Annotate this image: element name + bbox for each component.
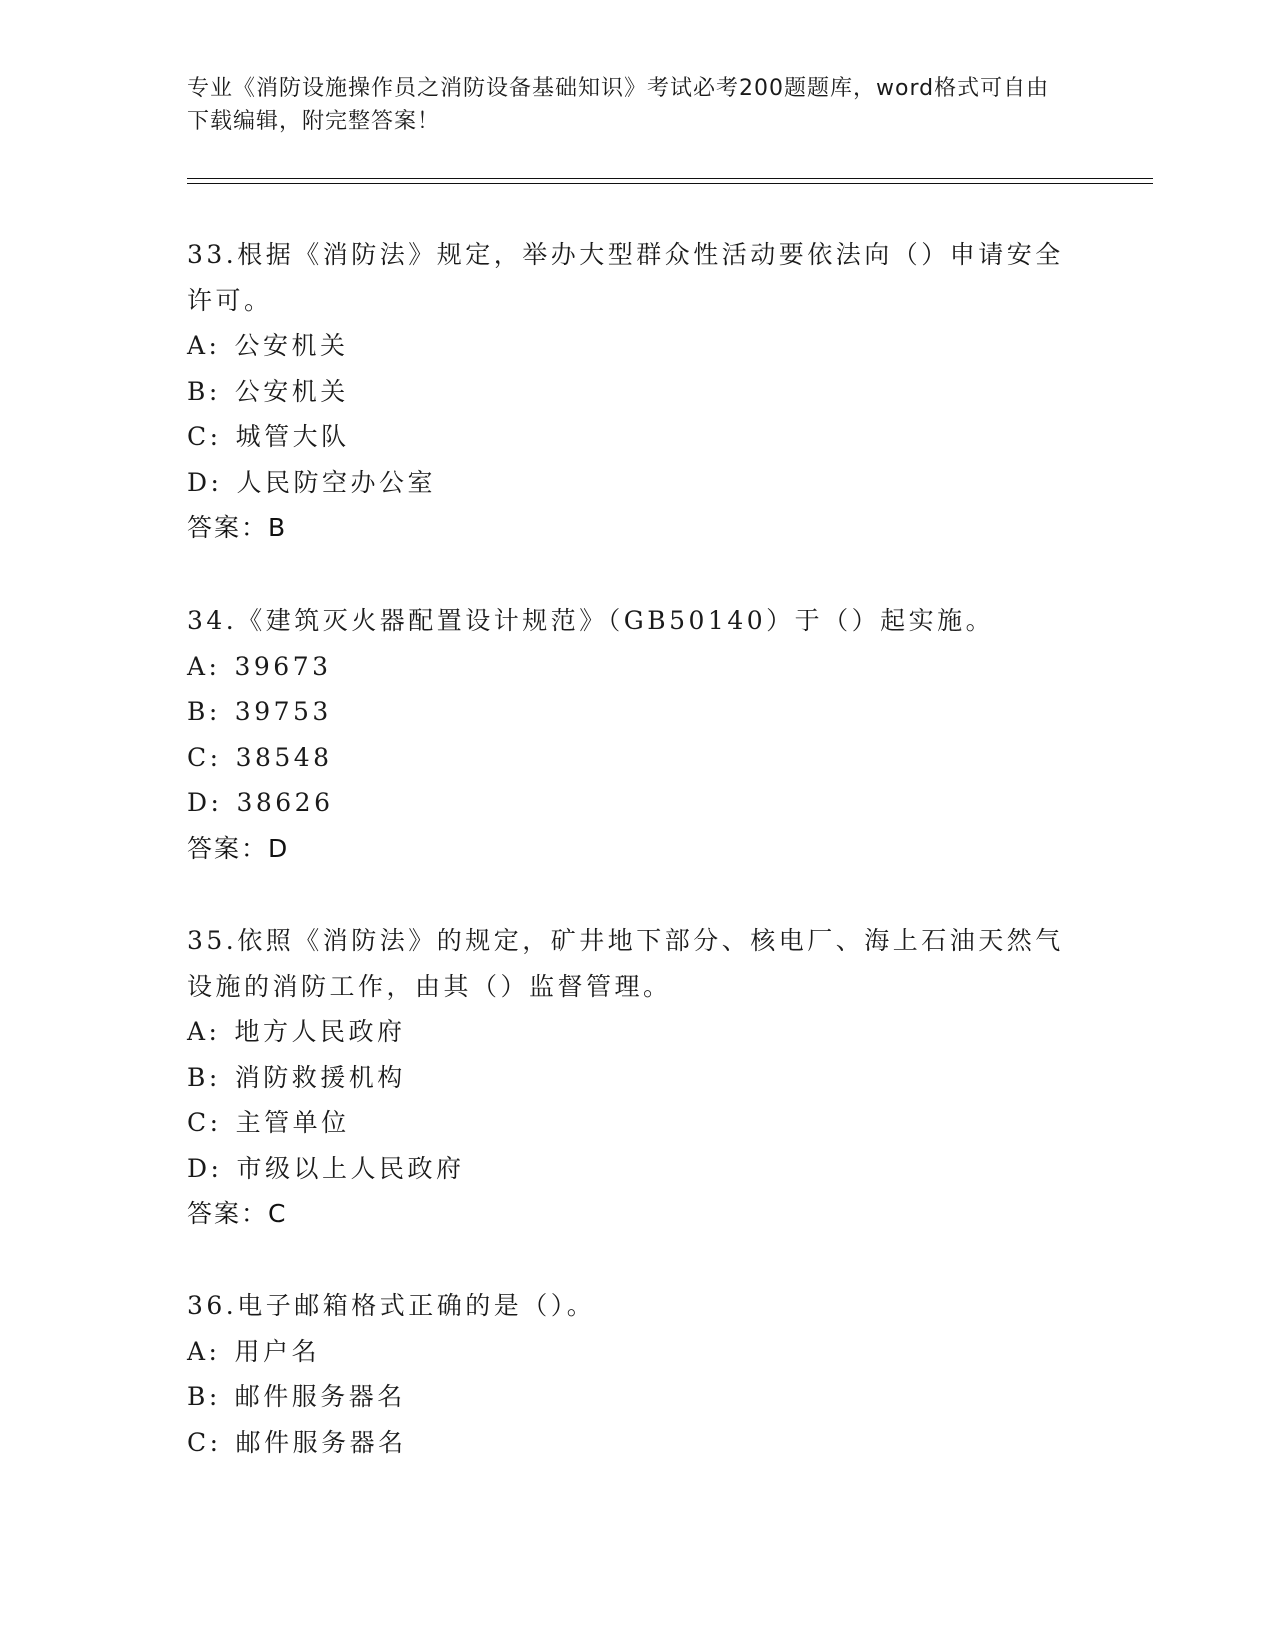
- option-text: 38626: [236, 788, 334, 817]
- option-a: [187, 323, 1067, 369]
- option-label: B:: [187, 1062, 221, 1092]
- question-stem: 36.电子邮箱格式正确的是（）。: [187, 1291, 596, 1320]
- question-stem: 34.《建筑灭火器配置设计规范》（GB50140）于（）起实施。: [187, 606, 995, 635]
- header-divider-bottom: [187, 183, 1153, 184]
- option-d: [187, 1146, 1067, 1192]
- question-33: [187, 232, 1067, 551]
- option-label: D:: [187, 467, 223, 497]
- option-label: C:: [187, 742, 222, 772]
- question-36: [187, 1283, 1067, 1465]
- option-c: [187, 1420, 1067, 1466]
- option-label: A:: [187, 651, 221, 681]
- option-text: 市级以上人民政府: [236, 1153, 465, 1183]
- option-label: C:: [187, 1427, 222, 1457]
- option-label: A:: [187, 1017, 221, 1046]
- option-text: 公安机关: [234, 376, 349, 406]
- option-a: [187, 1329, 1067, 1375]
- option-text: 公安机关: [234, 331, 349, 360]
- question-stem: 33.根据《消防法》规定，举办大型群众性活动要依法向（）申请安全许可。: [187, 240, 1064, 315]
- option-text: 邮件服务器名: [234, 1382, 406, 1411]
- option-c: [187, 1100, 1067, 1146]
- option-b: [187, 369, 1067, 415]
- option-label: A:: [187, 1336, 221, 1366]
- option-b: [187, 1374, 1067, 1420]
- option-text: 38548: [235, 742, 333, 772]
- option-text: 39753: [234, 697, 332, 726]
- answer-line: 答案：B: [187, 513, 288, 542]
- option-label: D:: [187, 788, 223, 817]
- option-label: B:: [187, 1382, 221, 1411]
- question-stem: 35.依照《消防法》的规定，矿井地下部分、核电厂、海上石油天然气设施的消防工作，由其（）监督管理。: [187, 926, 1064, 1001]
- option-text: 用户名: [234, 1336, 320, 1366]
- answer-line: 答案：D: [187, 833, 290, 863]
- option-label: D:: [187, 1153, 223, 1183]
- option-text: 消防救援机构: [234, 1062, 406, 1092]
- option-a: [187, 644, 1067, 690]
- question-35: [187, 918, 1067, 1237]
- option-text: 人民防空办公室: [236, 467, 436, 497]
- option-a: [187, 1009, 1067, 1055]
- option-d: [187, 460, 1067, 506]
- header-divider-top: [187, 178, 1153, 179]
- option-label: A:: [187, 331, 221, 360]
- option-text: 39673: [234, 651, 332, 681]
- answer-line: 答案：C: [187, 1199, 288, 1228]
- option-label: B:: [187, 376, 221, 406]
- document-header: 专业《消防设施操作员之消防设备基础知识》考试必考200题题库，word格式可自由下载编辑，附完整答案！: [187, 76, 1050, 134]
- question-34: [187, 598, 1067, 871]
- option-c: [187, 735, 1067, 781]
- option-label: C:: [187, 422, 222, 451]
- option-text: 地方人民政府: [234, 1017, 406, 1046]
- option-d: [187, 780, 1067, 826]
- option-text: 主管单位: [235, 1108, 350, 1137]
- option-c: [187, 414, 1067, 460]
- option-b: [187, 689, 1067, 735]
- option-b: [187, 1055, 1067, 1101]
- option-label: C:: [187, 1108, 222, 1137]
- option-label: B:: [187, 697, 221, 726]
- option-text: 城管大队: [235, 422, 350, 451]
- option-text: 邮件服务器名: [235, 1427, 407, 1457]
